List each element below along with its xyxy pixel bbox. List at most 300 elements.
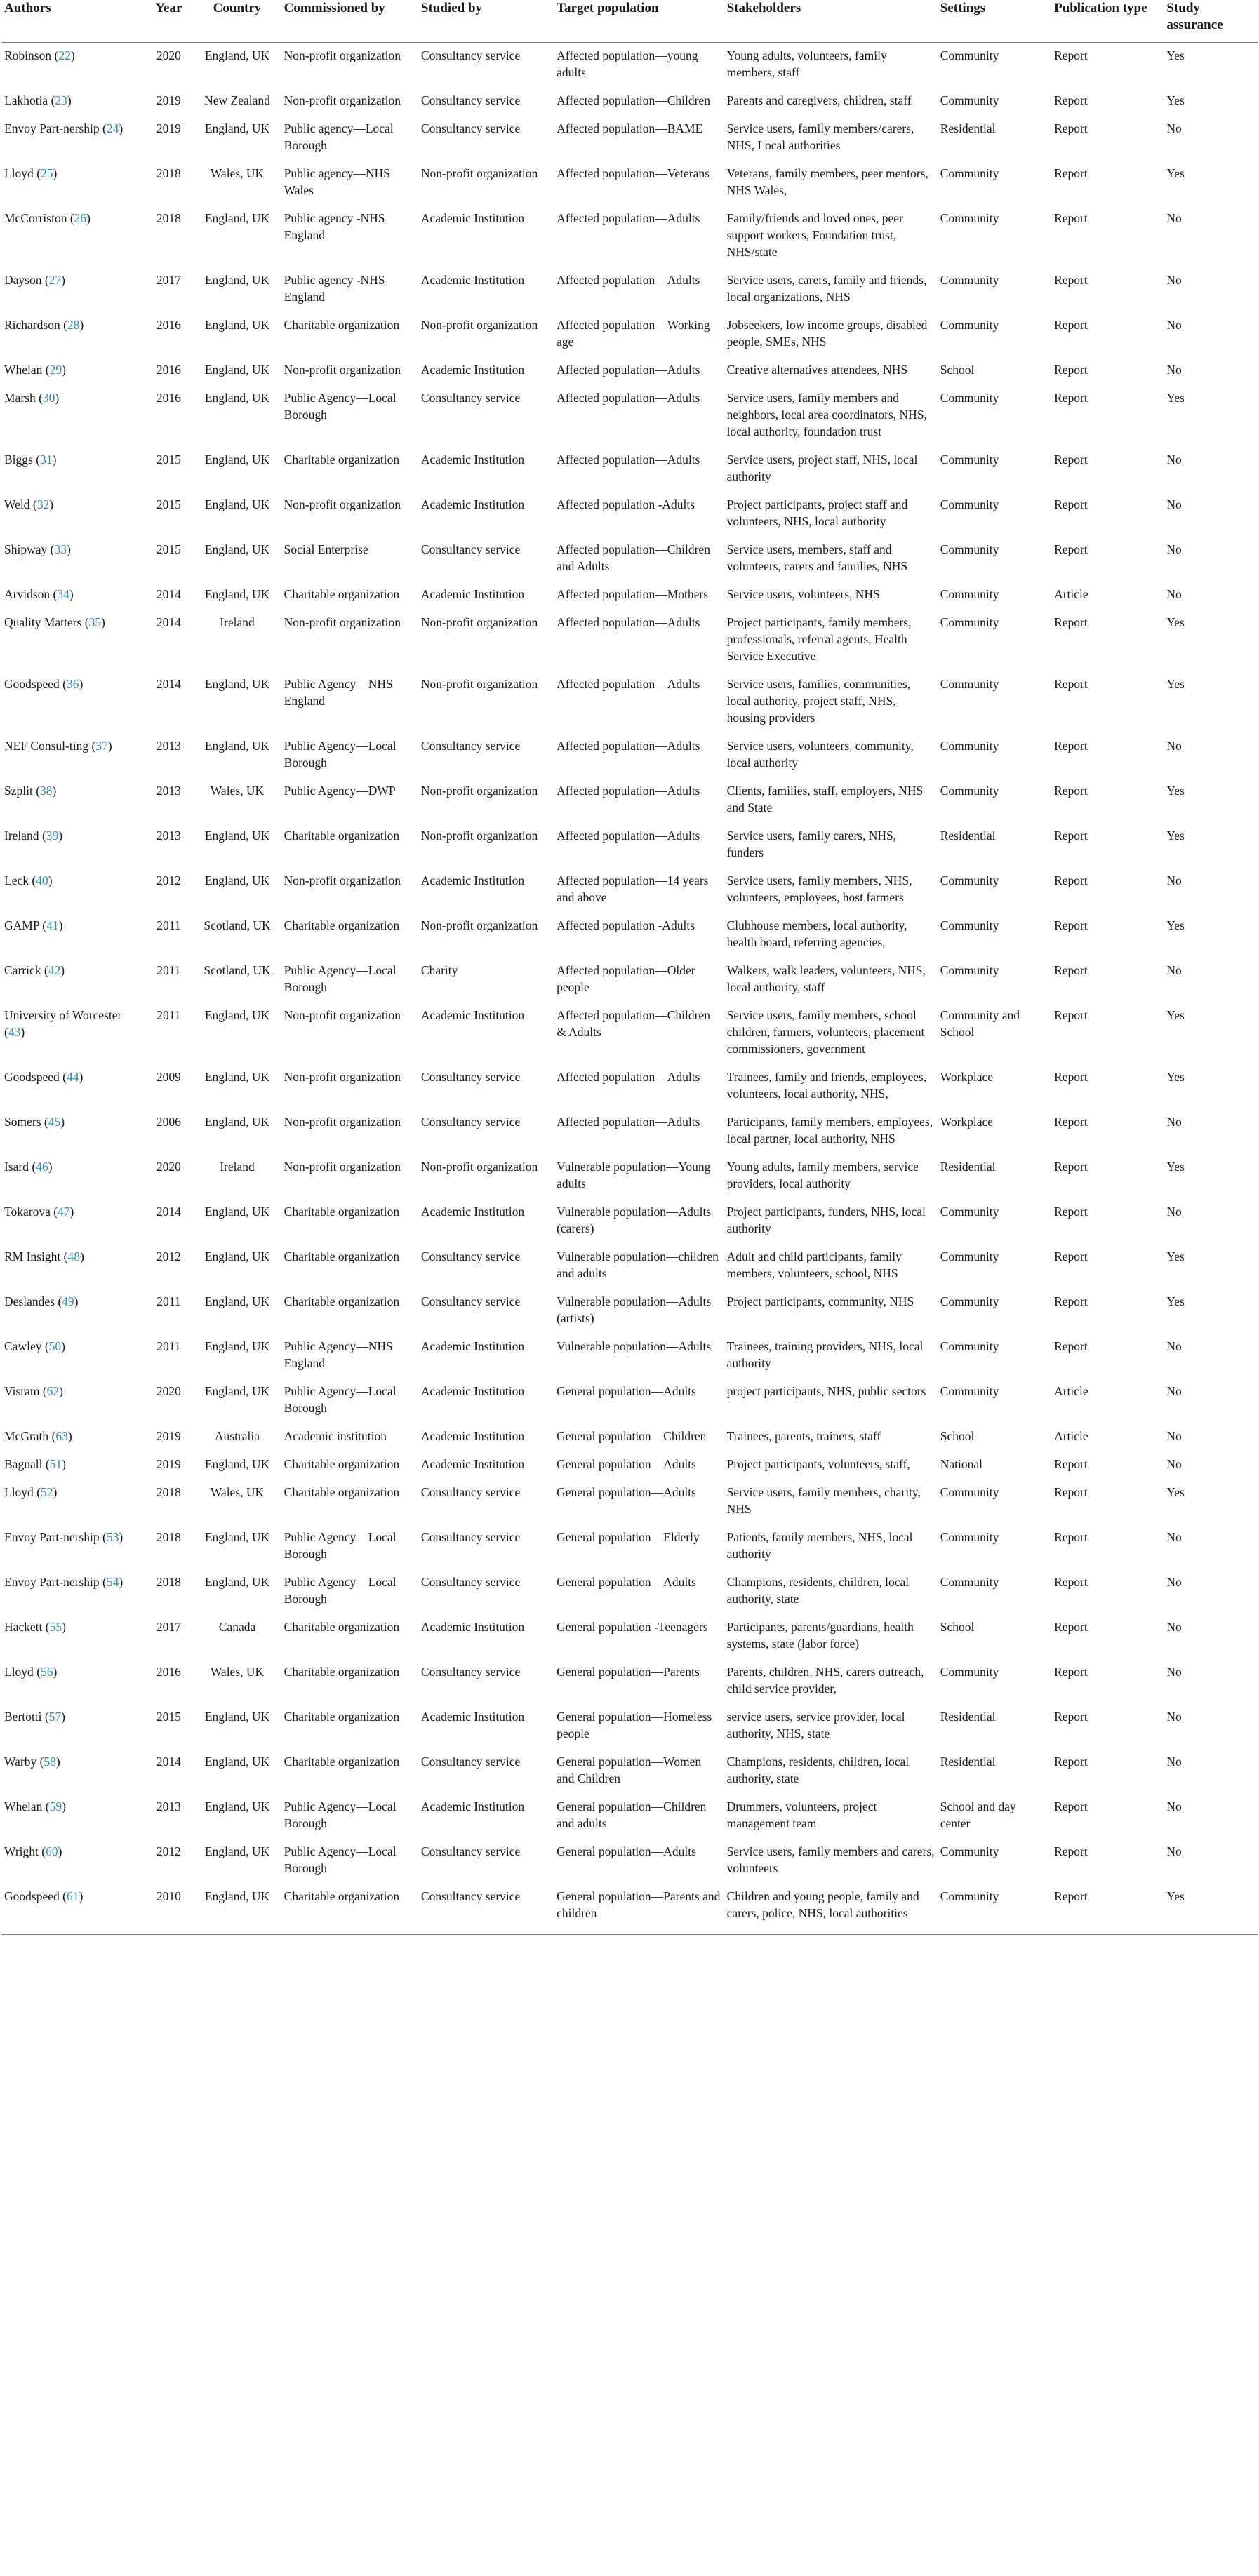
cell-target-population: Affected population—Adults: [557, 739, 700, 753]
cell-settings: Workplace: [940, 1070, 994, 1084]
cell-publication-type: Report: [1054, 1844, 1088, 1858]
cell-year: 2017: [156, 273, 181, 287]
citation-link[interactable]: 29: [49, 363, 62, 377]
cell-author: Carrick (42): [4, 963, 65, 977]
cell-studied-by: Consultancy service: [420, 1844, 521, 1858]
cell-year: 2014: [156, 677, 181, 691]
cell-study-assurance: No: [1166, 273, 1182, 287]
author-name: Visram: [4, 1384, 40, 1398]
cell-publication-type: Report: [1054, 1530, 1088, 1544]
cell-study-assurance: No: [1166, 211, 1182, 225]
author-name: Dayson: [4, 273, 42, 287]
cell-author: RM Insight (48): [4, 1249, 84, 1263]
citation-link[interactable]: 31: [40, 452, 53, 467]
cell-studied-by: Academic Institution: [420, 1205, 525, 1219]
cell-year: 2015: [156, 542, 181, 556]
cell-studied-by: Academic Institution: [420, 497, 525, 511]
cell-commissioned-by: Public Agency—Local Borough: [284, 1384, 397, 1415]
cell-country: New Zealand: [204, 93, 270, 107]
cell-year: 2014: [156, 1755, 181, 1769]
cell-publication-type: Report: [1054, 677, 1088, 691]
cell-studied-by: Academic Institution: [420, 452, 525, 467]
author-name: Carrick: [4, 963, 41, 977]
cell-target-population: Affected population—Adults: [557, 211, 700, 225]
citation-link[interactable]: 61: [66, 1889, 79, 1903]
cell-study-assurance: Yes: [1166, 829, 1185, 843]
citation-link[interactable]: 62: [46, 1384, 60, 1398]
cell-stakeholders: Veterans, family members, peer mentors, NHS Wales,: [726, 166, 928, 197]
cell-stakeholders: service users, service provider, local authority, NHS, state: [726, 1710, 905, 1740]
citation-link[interactable]: 45: [48, 1115, 61, 1129]
author-name: McCorriston: [4, 211, 67, 225]
cell-target-population: General population—Children and adults: [557, 1799, 707, 1830]
cell-author: Deslandes (49): [4, 1294, 79, 1308]
author-name: Somers: [4, 1115, 41, 1129]
citation-link[interactable]: 37: [95, 739, 108, 753]
cell-year: 2013: [156, 829, 181, 843]
citation-link[interactable]: 39: [46, 829, 59, 843]
cell-author: Envoy Part-nership (24): [4, 121, 124, 135]
cell-study-assurance: No: [1166, 1799, 1182, 1813]
citation-link[interactable]: 51: [49, 1457, 62, 1471]
cell-country: England, UK: [204, 739, 270, 753]
cell-studied-by: Consultancy service: [420, 1485, 521, 1499]
cell-settings: Community: [940, 963, 999, 977]
cell-commissioned-by: Charitable organization: [284, 1710, 400, 1724]
author-name: Warby: [4, 1755, 37, 1769]
cell-author: GAMP (41): [4, 918, 63, 932]
table-row: [1, 917, 1258, 962]
cell-study-assurance: No: [1166, 1665, 1182, 1679]
cell-target-population: General population -Teenagers: [557, 1620, 708, 1634]
cell-publication-type: Report: [1054, 1485, 1088, 1499]
cell-publication-type: Report: [1054, 1070, 1088, 1084]
cell-publication-type: Report: [1051, 1888, 1164, 1935]
table-row: [1, 1248, 1258, 1293]
author-name: Envoy Part-nership: [4, 121, 100, 135]
cell-study-assurance: No: [1166, 1755, 1182, 1769]
cell-publication-type: Report: [1054, 1620, 1088, 1634]
cell-commissioned-by: Social Enterprise: [284, 542, 368, 556]
author-name: McGrath: [4, 1429, 49, 1443]
cell-country: England, UK: [204, 542, 270, 556]
author-name: Marsh: [4, 391, 36, 405]
cell-settings: Community: [940, 1665, 999, 1679]
cell-author: Marsh (30): [4, 391, 60, 405]
author-name: Szplit: [4, 784, 33, 798]
cell-settings: Residential: [940, 1710, 996, 1724]
cell-commissioned-by: Public agency -NHS England: [284, 211, 385, 242]
cell-study-assurance: Yes: [1166, 677, 1185, 691]
cell-stakeholders: Champions, residents, children, local authority, state: [726, 1575, 910, 1606]
cell-target-population: Affected population—14 years and above: [557, 873, 709, 904]
cell-country: England, UK: [204, 1384, 270, 1398]
table-row: [1, 1798, 1258, 1843]
cell-commissioned-by: Public Agency—NHS England: [284, 1339, 393, 1370]
header-commissioned-by: Commissioned by: [281, 0, 418, 43]
cell-country: England, UK: [204, 391, 270, 405]
cell-study-assurance: No: [1166, 1620, 1182, 1634]
cell-stakeholders: Service users, family members, charity, NHS: [726, 1485, 921, 1516]
author-name: Arvidson: [4, 587, 51, 601]
cell-target-population: General population—Parents: [557, 1665, 700, 1679]
header-settings: Settings: [938, 0, 1051, 43]
cell-settings: Residential: [940, 829, 996, 843]
cell-study-assurance: No: [1166, 318, 1182, 332]
table-row: [1, 962, 1258, 1007]
table-row: [1, 165, 1258, 210]
header-study-assurance: Study assurance: [1164, 0, 1258, 43]
cell-studied-by: Non-profit organization: [420, 1160, 538, 1174]
cell-settings: Community: [940, 1294, 999, 1308]
cell-stakeholders: Young adults, volunteers, family members, staff: [726, 48, 887, 79]
table-row: [1, 361, 1258, 389]
citation-link[interactable]: 46: [36, 1160, 48, 1174]
cell-publication-type: Report: [1054, 121, 1088, 135]
cell-country: England, UK: [204, 452, 270, 467]
cell-studied-by: Academic Institution: [420, 1429, 525, 1443]
cell-study-assurance: No: [1166, 1530, 1182, 1544]
cell-settings: Community: [938, 1888, 1051, 1935]
cell-year: 2019: [156, 1457, 181, 1471]
author-name: Biggs: [4, 452, 33, 467]
cell-studied-by: Consultancy service: [420, 1115, 521, 1129]
cell-author: Hackett (55): [4, 1620, 66, 1634]
cell-target-population: Affected population—Mothers: [557, 587, 709, 601]
cell-publication-type: Report: [1054, 1799, 1088, 1813]
cell-publication-type: Report: [1054, 1249, 1088, 1263]
cell-study-assurance: No: [1166, 497, 1182, 511]
cell-study-assurance: No: [1166, 1205, 1182, 1219]
cell-commissioned-by: Charitable organization: [284, 1249, 400, 1263]
cell-year: 2015: [156, 452, 181, 467]
cell-year: 2018: [156, 1530, 181, 1544]
table-row: [1, 1663, 1258, 1708]
cell-study-assurance: Yes: [1166, 166, 1185, 180]
cell-publication-type: Article: [1054, 587, 1088, 601]
cell-target-population: Vulnerable population—children and adults: [557, 1249, 719, 1280]
cell-publication-type: Report: [1054, 615, 1088, 629]
cell-settings: Community: [940, 1339, 999, 1353]
cell-commissioned-by: Non-profit organization: [284, 1008, 401, 1022]
cell-settings: Community: [940, 318, 999, 332]
citation-link[interactable]: 36: [66, 677, 79, 691]
cell-author: Robinson (22): [4, 48, 75, 62]
author-name: Isard: [4, 1160, 29, 1174]
cell-target-population: Affected population -Adults: [557, 497, 695, 511]
citation-link[interactable]: 48: [67, 1249, 80, 1263]
cell-studied-by: Non-profit organization: [420, 318, 538, 332]
cell-studied-by: Academic Institution: [420, 1799, 525, 1813]
citation-link[interactable]: 53: [106, 1530, 119, 1544]
cell-commissioned-by: Charitable organization: [284, 829, 400, 843]
cell-target-population: General population—Homeless people: [557, 1710, 712, 1740]
citation-link[interactable]: 55: [49, 1620, 62, 1634]
cell-publication-type: Report: [1054, 918, 1088, 932]
cell-author: Lakhotia (23): [4, 93, 72, 107]
cell-year: 2018: [156, 1575, 181, 1589]
citation-link[interactable]: 49: [62, 1294, 74, 1308]
citation-link[interactable]: 41: [46, 918, 59, 932]
cell-studied-by: Academic Institution: [420, 1384, 525, 1398]
cell-author: Szplit (38): [4, 784, 57, 798]
cell-study-assurance: Yes: [1166, 1008, 1185, 1022]
cell-country: Wales, UK: [210, 166, 265, 180]
cell-country: England, UK: [204, 1844, 270, 1858]
author-name: Deslandes: [4, 1294, 55, 1308]
cell-year: 2014: [156, 615, 181, 629]
cell-studied-by: Consultancy service: [420, 1249, 521, 1263]
cell-stakeholders: Project participants, funders, NHS, local authority: [726, 1205, 926, 1235]
author-name: GAMP: [4, 918, 39, 932]
cell-commissioned-by: Charitable organization: [284, 1620, 400, 1634]
cell-stakeholders: Service users, family members and neighbors, local area coordinators, NHS, local authority, foundation trust: [726, 391, 927, 438]
cell-author: Weld (32): [4, 497, 54, 511]
cell-publication-type: Report: [1054, 784, 1088, 798]
cell-year: 2019: [156, 1429, 181, 1443]
citation-link[interactable]: 35: [88, 615, 102, 629]
cell-target-population: General population—Adults: [557, 1457, 696, 1471]
cell-studied-by: Academic Institution: [420, 1339, 525, 1353]
cell-target-population: Affected population—Adults: [557, 391, 700, 405]
citation-link[interactable]: 50: [48, 1339, 62, 1353]
citation-link[interactable]: 25: [41, 166, 53, 180]
cell-stakeholders: Jobseekers, low income groups, disabled people, SMEs, NHS: [726, 318, 928, 349]
cell-settings: Community: [940, 166, 999, 180]
cell-author: Somers (45): [4, 1115, 65, 1129]
table-row: [1, 737, 1258, 782]
author-name: University of Worcester: [4, 1008, 122, 1022]
cell-author: Richardson (28): [4, 318, 84, 332]
cell-stakeholders: Service users, project staff, NHS, local authority: [726, 452, 918, 483]
cell-year: 2014: [156, 587, 181, 601]
cell-target-population: Affected population—Adults: [557, 615, 700, 629]
citation-link[interactable]: 33: [54, 542, 67, 556]
cell-publication-type: Report: [1054, 1160, 1088, 1174]
cell-country: Wales, UK: [210, 1485, 265, 1499]
cell-studied-by: Academic Institution: [420, 273, 525, 287]
author-name: Wright: [4, 1844, 39, 1858]
cell-year: 2012: [156, 1844, 181, 1858]
cell-commissioned-by: Charitable organization: [284, 318, 400, 332]
cell-stakeholders: Participants, parents/guardians, health systems, state (labor force): [726, 1620, 914, 1651]
cell-author: Ireland (39): [4, 829, 63, 843]
cell-target-population: Vulnerable population—Adults (carers): [557, 1205, 712, 1235]
cell-settings: Community: [940, 918, 999, 932]
cell-commissioned-by: Charitable organization: [281, 1888, 418, 1935]
studies-table: [1, 0, 1258, 1935]
cell-publication-type: Report: [1054, 363, 1088, 377]
table-header: [1, 0, 1258, 43]
cell-commissioned-by: Public Agency—Local Borough: [284, 963, 397, 994]
cell-study-assurance: Yes: [1166, 391, 1185, 405]
cell-commissioned-by: Charitable organization: [284, 1755, 400, 1769]
header-publication-type: Publication type: [1051, 0, 1164, 43]
cell-target-population: Affected population—Older people: [557, 963, 695, 994]
cell-target-population: Affected population—Children & Adults: [557, 1008, 710, 1039]
cell-author: Shipway (33): [4, 542, 71, 556]
table-row: [1, 614, 1258, 676]
cell-study-assurance: Yes: [1166, 1294, 1185, 1308]
citation-link[interactable]: 24: [106, 121, 119, 135]
cell-settings: Community: [940, 873, 999, 887]
cell-stakeholders: Children and young people, family and carers, police, NHS, local authorities: [724, 1888, 938, 1935]
citation-link[interactable]: 42: [48, 963, 61, 977]
cell-country: Wales, UK: [210, 784, 265, 798]
cell-target-population: Affected population—BAME: [557, 121, 703, 135]
author-name: Leck: [4, 873, 29, 887]
cell-country: England, UK: [204, 1249, 270, 1263]
author-name: Tokarova: [4, 1205, 51, 1219]
cell-author: University of Worcester (43): [4, 1008, 122, 1039]
cell-commissioned-by: Public Agency—Local Borough: [284, 391, 397, 422]
cell-publication-type: Report: [1054, 1457, 1088, 1471]
cell-study-assurance: No: [1166, 739, 1182, 753]
cell-year: 2018: [156, 1485, 181, 1499]
cell-commissioned-by: Non-profit organization: [284, 93, 401, 107]
cell-publication-type: Report: [1054, 318, 1088, 332]
citation-link[interactable]: 52: [41, 1485, 53, 1499]
citation-link[interactable]: 59: [49, 1799, 62, 1813]
citation-link[interactable]: 43: [8, 1025, 21, 1039]
citation-link[interactable]: 27: [48, 273, 62, 287]
cell-stakeholders: Service users, volunteers, NHS: [726, 587, 880, 601]
table-row: [1, 271, 1258, 316]
cell-studied-by: Academic Institution: [420, 1710, 525, 1724]
table-row: [1, 43, 1258, 93]
cell-settings: Community: [940, 48, 999, 62]
cell-study-assurance: Yes: [1166, 1160, 1185, 1174]
cell-settings: Residential: [940, 1160, 996, 1174]
table-row: [1, 316, 1258, 361]
cell-stakeholders: Service users, volunteers, community, local authority: [726, 739, 914, 770]
cell-author: Lloyd (25): [4, 166, 58, 180]
cell-country: England, UK: [204, 1115, 270, 1129]
cell-study-assurance: Yes: [1166, 48, 1185, 62]
table-row: [1, 1574, 1258, 1618]
table-row: [1, 1383, 1258, 1428]
cell-settings: Community: [940, 273, 999, 287]
cell-stakeholders: Service users, family members and carers, volunteers: [726, 1844, 935, 1875]
cell-target-population: Affected population—Adults: [557, 829, 700, 843]
citation-link[interactable]: 34: [57, 587, 69, 601]
cell-study-assurance: No: [1166, 363, 1182, 377]
cell-year: 2009: [156, 1070, 181, 1084]
cell-publication-type: Report: [1054, 48, 1088, 62]
cell-country: Wales, UK: [210, 1665, 265, 1679]
cell-author: Bagnall (51): [4, 1457, 66, 1471]
cell-stakeholders: Service users, carers, family and friends, local organizations, NHS: [726, 273, 927, 304]
cell-country: Scotland, UK: [204, 963, 271, 977]
cell-publication-type: Report: [1054, 1710, 1088, 1724]
cell-stakeholders: Clients, families, staff, employers, NHS and State: [726, 784, 924, 814]
cell-study-assurance: No: [1166, 121, 1182, 135]
citation-link[interactable]: 38: [40, 784, 53, 798]
cell-stakeholders: Drummers, volunteers, project management team: [726, 1799, 877, 1830]
cell-publication-type: Report: [1054, 1575, 1088, 1589]
author-name: Shipway: [4, 542, 48, 556]
citation-link[interactable]: 54: [106, 1575, 119, 1589]
cell-author: Dayson (27): [4, 273, 65, 287]
cell-settings: Community: [940, 1575, 999, 1589]
cell-studied-by: Consultancy service: [420, 93, 521, 107]
cell-target-population: General population—Adults: [557, 1575, 696, 1589]
cell-settings: Community: [940, 1485, 999, 1499]
citation-link[interactable]: 40: [36, 873, 48, 887]
cell-year: 2020: [156, 1160, 181, 1174]
citation-link[interactable]: 28: [67, 318, 80, 332]
citation-link[interactable]: 47: [58, 1205, 70, 1219]
cell-publication-type: Report: [1054, 1008, 1088, 1022]
cell-stakeholders: Trainees, training providers, NHS, local authority: [726, 1339, 924, 1370]
cell-stakeholders: Patients, family members, NHS, local authority: [726, 1530, 913, 1561]
cell-year: 2013: [156, 1799, 181, 1813]
cell-studied-by: Academic Institution: [420, 873, 525, 887]
citation-link[interactable]: 60: [46, 1844, 58, 1858]
citation-link[interactable]: 22: [58, 48, 71, 62]
citation-link[interactable]: 63: [55, 1429, 68, 1443]
cell-author: Biggs (31): [4, 452, 57, 467]
citation-link[interactable]: 57: [48, 1710, 62, 1724]
cell-study-assurance: Yes: [1166, 1249, 1185, 1263]
cell-year: 2019: [156, 121, 181, 135]
cell-study-assurance: No: [1166, 1457, 1182, 1471]
author-name: Richardson: [4, 318, 60, 332]
citation-link[interactable]: 32: [36, 497, 50, 511]
cell-year: 2016: [156, 391, 181, 405]
cell-settings: Community: [940, 1844, 999, 1858]
citation-link[interactable]: 44: [66, 1070, 79, 1084]
citation-link[interactable]: 26: [74, 211, 87, 225]
cell-year: 2018: [156, 211, 181, 225]
table-body: [1, 43, 1258, 1935]
cell-year: 2013: [156, 784, 181, 798]
citation-link[interactable]: 58: [44, 1755, 56, 1769]
cell-settings: Residential: [940, 121, 996, 135]
cell-stakeholders: Adult and child participants, family members, volunteers, school, NHS: [726, 1249, 902, 1280]
cell-studied-by: Academic Institution: [420, 1457, 525, 1471]
table-row: [1, 389, 1258, 451]
header-year: Year: [144, 0, 193, 43]
cell-author: Wright (60): [4, 1844, 62, 1858]
cell-country: England, UK: [204, 1008, 270, 1022]
cell-year: 2012: [156, 873, 181, 887]
cell-country: England, UK: [204, 1205, 270, 1219]
cell-commissioned-by: Public Agency—NHS England: [284, 677, 393, 708]
citation-link[interactable]: 56: [41, 1665, 53, 1679]
cell-commissioned-by: Public Agency—Local Borough: [284, 739, 397, 770]
cell-commissioned-by: Charitable organization: [284, 918, 400, 932]
cell-country: England, UK: [204, 318, 270, 332]
cell-author: Bertotti (57): [4, 1710, 65, 1724]
cell-settings: School: [940, 1429, 975, 1443]
cell-author: Goodspeed (44): [4, 1070, 84, 1084]
cell-study-assurance: Yes: [1164, 1888, 1258, 1935]
cell-publication-type: Report: [1054, 542, 1088, 556]
cell-publication-type: Report: [1054, 1115, 1088, 1129]
cell-studied-by: Consultancy service: [420, 739, 521, 753]
cell-year: 2012: [156, 1249, 181, 1263]
citation-link[interactable]: 30: [42, 391, 55, 405]
table-row: [1, 1113, 1258, 1158]
author-name: Hackett: [4, 1620, 43, 1634]
cell-commissioned-by: Charitable organization: [284, 452, 400, 467]
citation-link[interactable]: 23: [55, 93, 67, 107]
author-name: Lakhotia: [4, 93, 48, 107]
cell-publication-type: Report: [1054, 211, 1088, 225]
table-row: [1, 1007, 1258, 1068]
cell-commissioned-by: Charitable organization: [284, 1665, 400, 1679]
